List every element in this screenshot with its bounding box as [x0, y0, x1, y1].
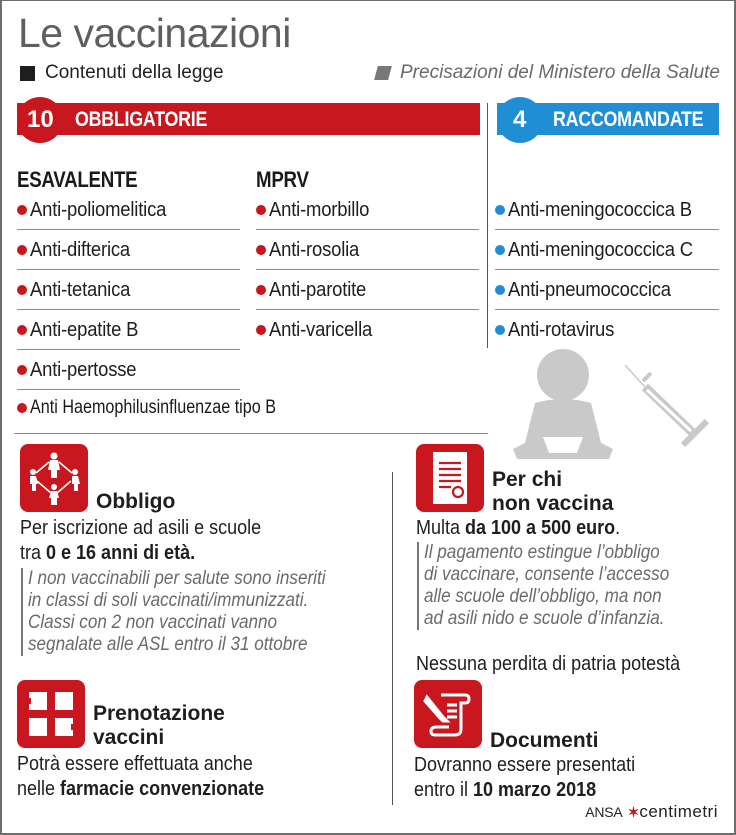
medical-cross-icon	[17, 680, 85, 748]
list-item: Anti-rosolia	[256, 230, 479, 270]
group-title-esavalente: ESAVALENTE	[17, 167, 138, 192]
certificate-document-icon	[416, 444, 484, 512]
prenotazione-line1: Potrà essere effettuata anche	[17, 753, 253, 775]
list-item: Anti-meningococcica B	[495, 190, 719, 230]
non-vaccina-note: Il pagamento estingue l’obbligo di vaccinare, consente l’accesso alle scuole dell’obbligo, ma non ad asili nido e scuole d’infanzia.	[417, 542, 696, 630]
bottom-column-divider	[392, 472, 393, 805]
prenotazione-line2: nelle farmacie convenzionate	[17, 778, 265, 800]
list-item: Anti-pertosse	[17, 350, 240, 390]
non-vaccina-after: Nessuna perdita di patria potestà	[416, 653, 681, 675]
red-bullet-icon	[17, 365, 27, 375]
list-item: Anti-parotite	[256, 270, 479, 310]
children-circle-icon	[20, 444, 88, 512]
blue-bullet-icon	[495, 285, 505, 295]
recommended-banner	[497, 103, 719, 135]
black-square-icon	[20, 66, 35, 81]
brand-centimetri: centimetri	[639, 802, 718, 821]
list-item: Anti-epatite B	[17, 310, 240, 350]
legend-law	[20, 62, 224, 84]
mprv-list	[256, 190, 479, 350]
red-bullet-icon	[17, 325, 27, 335]
section-title-obbligo: Obbligo	[96, 490, 176, 513]
obbligo-note: I non vaccinabili per salute sono inseriti in classi di soli vaccinati/immunizzati. Classi con 2 non vaccinati vanno segnalate alle ASL entro il 31 ottobre	[21, 568, 359, 656]
gray-square-icon	[374, 66, 392, 80]
star-icon: ✶	[627, 803, 640, 820]
page-title: Le vaccinazioni	[18, 10, 291, 56]
baby-icon	[513, 349, 613, 459]
obbligo-line2: tra 0 e 16 anni di età.	[20, 542, 196, 564]
list-item: Anti-varicella	[256, 310, 479, 350]
non-vaccina-fine: Multa da 100 a 500 euro.	[416, 517, 621, 539]
blue-bullet-icon	[495, 245, 505, 255]
red-bullet-icon	[17, 285, 27, 295]
documenti-line2: entro il 10 marzo 2018	[414, 779, 597, 801]
list-item: Anti-tetanica	[17, 270, 240, 310]
list-item: Anti-pneumococcica	[495, 270, 719, 310]
red-bullet-icon	[256, 205, 266, 215]
section-title-prenotazione: Prenotazione vaccini	[93, 702, 225, 749]
list-item: Anti-poliomelitica	[17, 190, 240, 230]
red-bullet-icon	[256, 245, 266, 255]
list-item: Anti-meningococcica C	[495, 230, 719, 270]
legend-law-label: Contenuti della legge	[45, 62, 224, 83]
column-divider	[487, 103, 488, 348]
group-title-mprv: MPRV	[256, 167, 309, 192]
legend-ministry	[376, 62, 720, 84]
red-bullet-icon	[256, 325, 266, 335]
mandatory-count: 10	[27, 106, 54, 133]
brand-ansa: ANSA	[585, 804, 623, 820]
section-title-non-vaccina: Per chi non vaccina	[492, 468, 614, 515]
list-item: Anti-difterica	[17, 230, 240, 270]
esavalente-list	[17, 190, 240, 390]
recommended-count: 4	[513, 106, 527, 133]
baby-syringe-illustration	[505, 345, 715, 460]
list-item-hib: Anti Haemophilusinfluenzae tipo B	[17, 389, 319, 427]
legend-ministry-label: Precisazioni del Ministero della Salute	[400, 62, 720, 83]
blue-bullet-icon	[495, 205, 505, 215]
brand-logo	[585, 802, 718, 822]
recommended-label: RACCOMANDATE	[553, 108, 704, 131]
list-item: Anti-morbillo	[256, 190, 479, 230]
recommended-list	[495, 190, 719, 350]
list-item: Anti-rotavirus	[495, 310, 719, 350]
scroll-pen-icon	[414, 680, 482, 748]
red-bullet-icon	[17, 245, 27, 255]
obbligo-line1: Per iscrizione ad asili e scuole	[20, 517, 262, 539]
mandatory-label: OBBLIGATORIE	[75, 108, 208, 131]
mandatory-banner	[17, 103, 480, 135]
documenti-line1: Dovranno essere presentati	[414, 754, 636, 776]
red-bullet-icon	[256, 285, 266, 295]
blue-bullet-icon	[495, 325, 505, 335]
syringe-icon	[625, 365, 707, 445]
red-bullet-icon	[17, 205, 27, 215]
section-title-documenti: Documenti	[490, 729, 599, 752]
red-bullet-icon	[17, 403, 27, 413]
section-divider	[14, 433, 488, 434]
